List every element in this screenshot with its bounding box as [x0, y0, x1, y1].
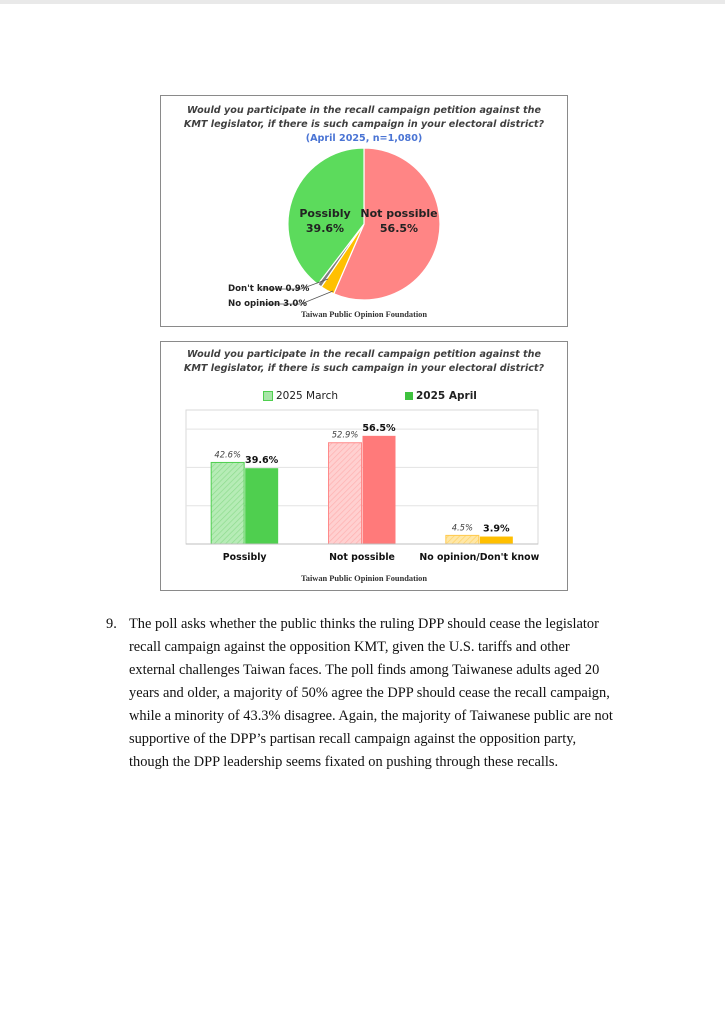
pie-chart-svg: [161, 96, 567, 326]
bar-chart-figure: [160, 341, 568, 591]
pie-chart-subtitle: (April 2025, n=1,080): [305, 133, 423, 144]
bar-chart-svg: [161, 342, 567, 590]
pie-label-possibly: Possibly: [299, 207, 351, 220]
value-label-march-no-opinion-dont-know: 4.5%: [451, 522, 473, 533]
pie-label-dont-know: Don't know 0.9%: [228, 284, 310, 294]
bar-april-no-opinion-dont-know: [480, 537, 513, 544]
pie-chart-figure: [160, 95, 568, 327]
value-label-april-no-opinion-dont-know: 3.9%: [483, 523, 510, 535]
pie-label-no-opinion: No opinion 3.0%: [228, 299, 308, 309]
bar-chart-source: Taiwan Public Opinion Foundation: [300, 574, 428, 583]
value-label-march-possibly: 42.6%: [214, 449, 241, 460]
pie-chart-source: Taiwan Public Opinion Foundation: [300, 310, 428, 319]
category-label-possibly: Possibly: [222, 552, 267, 563]
bar-april-possibly: [245, 468, 278, 544]
paragraph-number: 9.: [106, 616, 117, 632]
pie-chart-title-line-1: Would you participate in the recall campaign petition against the: [187, 105, 541, 116]
bar-chart-title-line-1: Would you participate in the recall campaign petition against the: [187, 349, 541, 360]
bar-april-not-possible: [363, 436, 396, 544]
bar-march-possibly: [211, 462, 244, 544]
value-label-march-not-possible: 52.9%: [331, 429, 359, 440]
paragraph-text: The poll asks whether the public thinks the ruling DPP should cease the legislator recall campaign against the opposition KMT, given the U.S. tariffs and other external challenges Taiwan faces. The poll finds among Taiwanese adults aged 20 years and older, a majority of 50% agree the DPP should cease the recall campaign, while a minority of 43.3% disagree. Again, the majority of Taiwanese public are not supportive of the DPP’s partisan recall campaign against the opposition party, though the DPP leadership seems fixated on pushing through these recalls.: [129, 616, 613, 770]
pie-value-possibly: 39.6%: [305, 222, 345, 235]
bar-chart-title-line-2: KMT legislator, if there is such campaign in your electoral district?: [183, 363, 545, 374]
pie-label-not-possible: Not possible: [360, 207, 438, 220]
category-label-no-opinion-dont-know: No opinion/Don't know: [419, 552, 540, 563]
legend-label-april: 2025 April: [416, 390, 477, 402]
bar-march-not-possible: [329, 443, 362, 544]
page-top-edge: [0, 0, 725, 4]
legend-label-march: 2025 March: [276, 390, 339, 402]
category-label-not-possible: Not possible: [329, 552, 395, 563]
pie-value-not-possible: 56.5%: [379, 222, 419, 235]
value-label-april-possibly: 39.6%: [245, 455, 279, 467]
pie-chart-title-line-2: KMT legislator, if there is such campaign in your electoral district?: [183, 119, 545, 130]
value-label-april-not-possible: 56.5%: [362, 422, 396, 434]
bar-march-no-opinion-dont-know: [446, 535, 479, 544]
